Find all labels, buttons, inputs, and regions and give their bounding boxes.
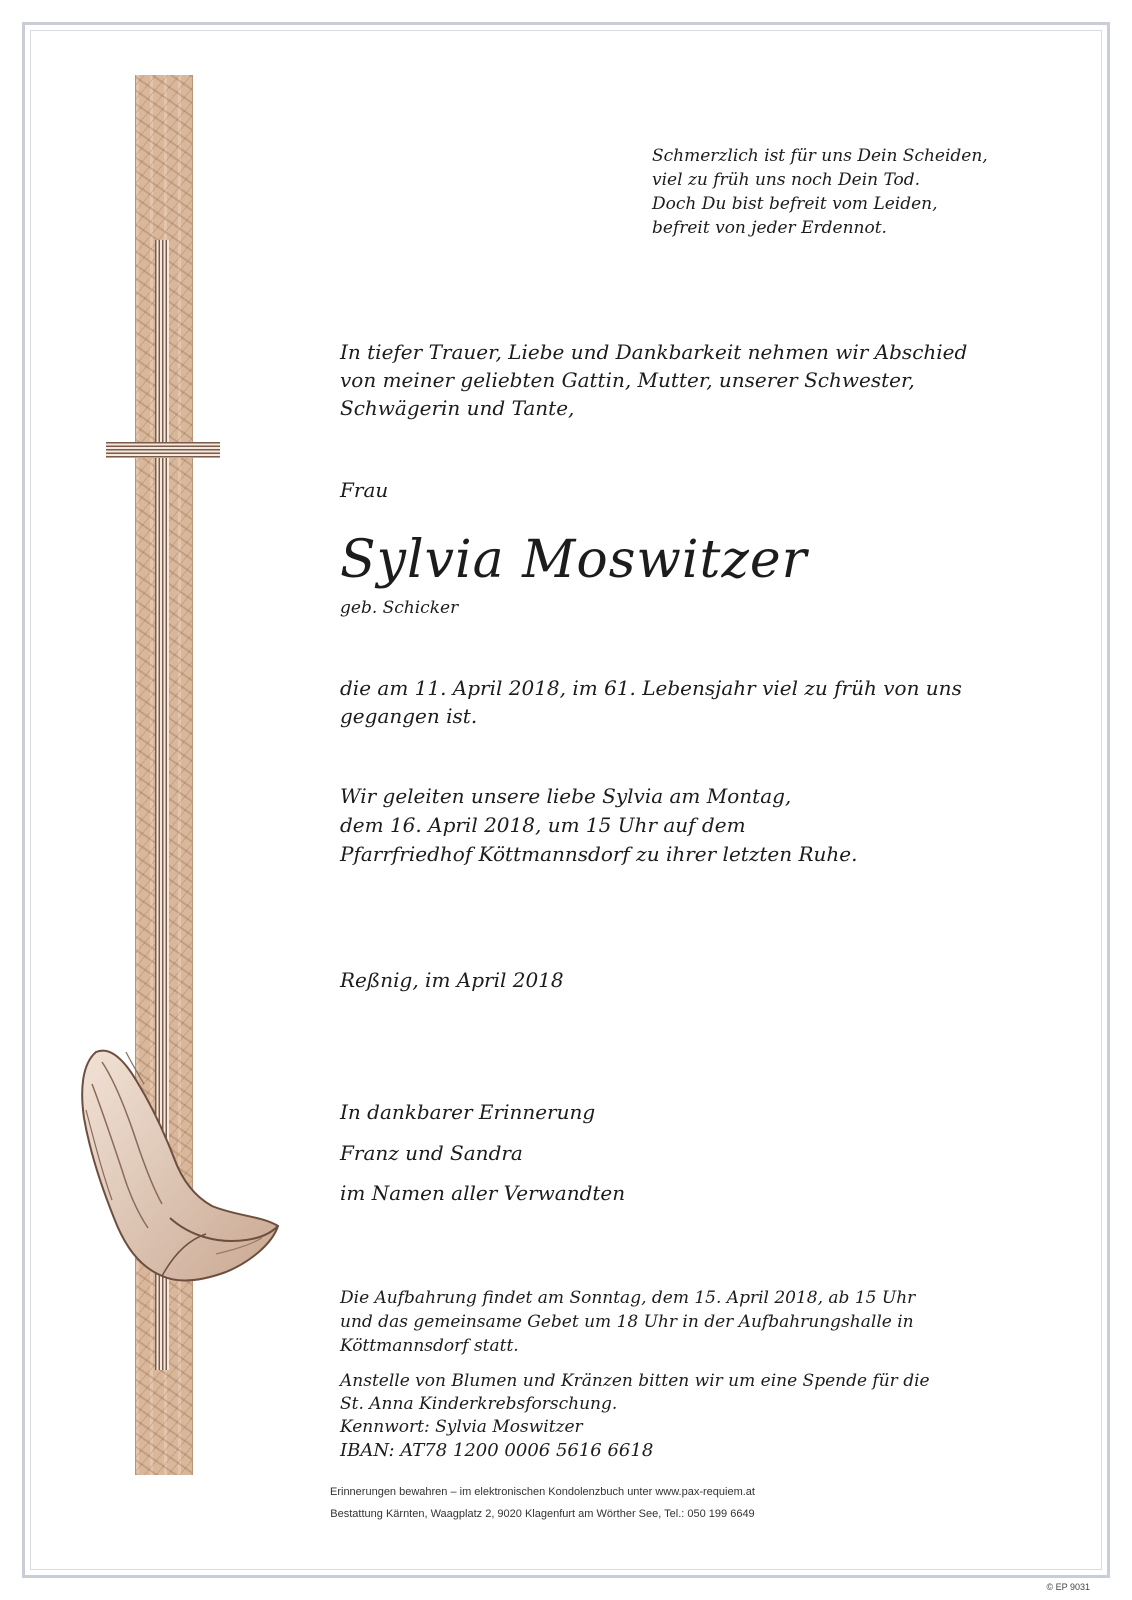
intro-paragraph: [340, 338, 967, 422]
mourners-line: In dankbarer Erinnerung: [340, 1100, 596, 1124]
print-code: © EP 9031: [1046, 1582, 1090, 1592]
funeral-line: Pfarrfriedhof Köttmannsdorf zu ihrer letzten Ruhe.: [340, 842, 858, 866]
donation-line: Kennwort: Sylvia Moswitzer: [340, 1417, 583, 1437]
place-date: Reßnig, im April 2018: [340, 968, 564, 992]
donation-line: St. Anna Kinderkrebsforschung.: [340, 1394, 618, 1414]
praying-hands-icon: [66, 1040, 286, 1310]
salutation: Frau: [340, 478, 389, 502]
notice-line: und das gemeinsame Gebet um 18 Uhr in der Aufbahrungshalle in: [340, 1312, 914, 1332]
iban: IBAN: AT78 1200 0006 5616 6618: [340, 1440, 654, 1461]
poem-line: befreit von jeder Erdennot.: [652, 218, 887, 238]
maiden-name: geb. Schicker: [340, 598, 459, 618]
intro-line: von meiner geliebten Gattin, Mutter, unserer Schwester,: [340, 368, 915, 392]
poem-line: Schmerzlich ist für uns Dein Scheiden,: [652, 146, 988, 166]
death-line: die am 11. April 2018, im 61. Lebensjahr viel zu früh von uns: [340, 676, 962, 700]
footer-undertaker-line: Bestattung Kärnten, Waagplatz 2, 9020 Klagenfurt am Wörther See, Tel.: 050 199 6649: [330, 1508, 755, 1520]
mourners-line: Franz und Sandra: [340, 1141, 523, 1165]
funeral-line: dem 16. April 2018, um 15 Uhr auf dem: [340, 813, 746, 837]
footer-condolence-line: Erinnerungen bewahren – im elektronischen Kondolenzbuch unter www.pax-requiem.at: [330, 1486, 755, 1498]
notice-line: Köttmannsdorf statt.: [340, 1336, 519, 1356]
notice-line: Die Aufbahrung findet am Sonntag, dem 15. April 2018, ab 15 Uhr: [340, 1288, 916, 1308]
mourners-line: im Namen aller Verwandten: [340, 1181, 626, 1205]
poem-line: Doch Du bist befreit vom Leiden,: [652, 194, 938, 214]
death-line: gegangen ist.: [340, 704, 478, 728]
viewing-notice: [340, 1286, 915, 1358]
intro-line: Schwägerin und Tante,: [340, 396, 575, 420]
funeral-line: Wir geleiten unsere liebe Sylvia am Montag,: [340, 784, 792, 808]
poem: [652, 144, 988, 240]
funeral-paragraph: [340, 782, 857, 869]
deceased-name: Sylvia Moswitzer: [340, 530, 808, 590]
intro-line: In tiefer Trauer, Liebe und Dankbarkeit nehmen wir Abschied: [340, 340, 968, 364]
donation-notice: [340, 1370, 930, 1462]
donation-line: Anstelle von Blumen und Kränzen bitten wir um eine Spende für die: [340, 1371, 930, 1391]
cross-horizontal-bar: [106, 442, 220, 458]
poem-line: viel zu früh uns noch Dein Tod.: [652, 170, 921, 190]
death-paragraph: [340, 674, 962, 730]
